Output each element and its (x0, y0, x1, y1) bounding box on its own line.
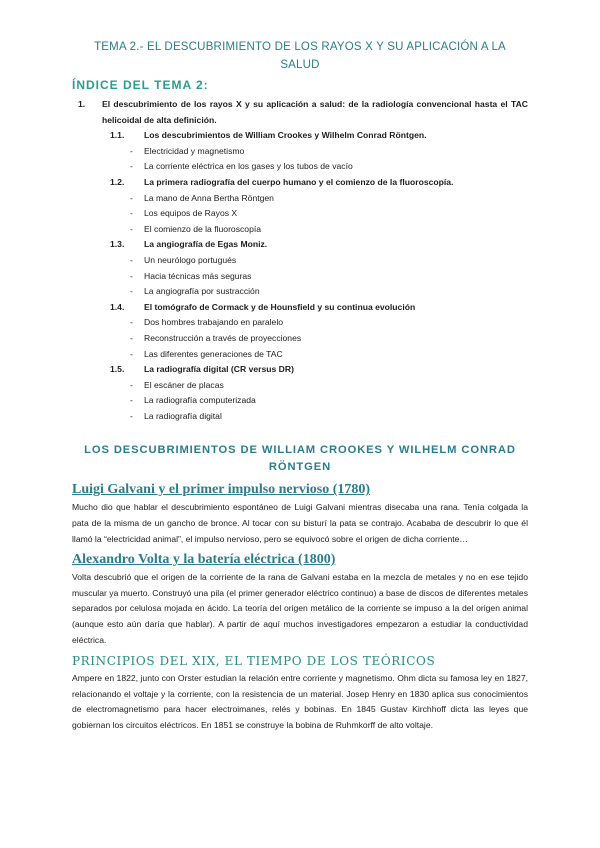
dash-bullet: - (130, 192, 133, 203)
theorists-heading: PRINCIPIOS DEL XIX, EL TIEMPO DE LOS TEÓRICOS (72, 654, 436, 669)
toc-item-text: Dos hombres trabajando en paralelo (144, 317, 284, 328)
toc-item-text: El comienzo de la fluoroscopía (144, 223, 262, 234)
dash-bullet: - (130, 254, 133, 265)
section-heading-line2: RÖNTGEN (268, 461, 332, 474)
toc-section-number: 1.4. (110, 301, 125, 312)
toc-item-text: Hacia técnicas más seguras (144, 270, 252, 281)
toc-item (72, 393, 528, 409)
galvani-heading: Luigi Galvani y el primer impulso nervioso (1780) (72, 482, 371, 498)
toc-item (72, 253, 528, 269)
dash-bullet: - (130, 161, 133, 172)
document-title-line2: SALUD (280, 59, 320, 71)
toc-section (72, 300, 528, 316)
dash-bullet: - (130, 208, 133, 219)
toc-item (72, 331, 528, 347)
toc-item-text: Un neurólogo portugués (144, 254, 237, 265)
dash-bullet: - (130, 348, 133, 359)
theorists-paragraph: Ampere en 1822, junto con Orster estudian la relación entre corriente y magnetismo. Ohm dicta su famosa ley en 1827, relacionando el voltaje y la corriente, con la resistencia de un material. Josep Henry en 1830 aplica sus conocimientos de electromagnetismo para hacer electroimanes, relés y bobinas. En 1845 Gustav Kirchhoff dicta las leyes que gobiernan los circuitos eléctricos. En 1851 se construye la bobina de Ruhmkorff de alto voltaje. (72, 673, 528, 730)
dash-bullet: - (130, 286, 133, 297)
dash-bullet: - (130, 270, 133, 281)
toc-section (72, 175, 528, 191)
volta-heading: Alexandro Volta y la batería eléctrica (1800) (72, 552, 336, 568)
dash-bullet: - (130, 223, 133, 234)
toc-item-text: Electricidad y magnetismo (144, 145, 245, 156)
toc-section-title: La primera radiografía del cuerpo humano y el comienzo de la fluoroscopía. (144, 176, 454, 187)
toc-item-text: La angiografía por sustracción (144, 286, 260, 297)
toc-item-text: El escáner de placas (144, 379, 224, 390)
toc-item-text: La radiografía computerizada (144, 395, 256, 406)
document-title-line1: TEMA 2.- EL DESCUBRIMIENTO DE LOS RAYOS X Y SU APLICACIÓN A LA (94, 41, 506, 53)
dash-bullet: - (130, 145, 133, 156)
toc-item (72, 284, 528, 300)
toc-item-text: Las diferentes generaciones de TAC (144, 348, 283, 359)
toc-section-title: El tomógrafo de Cormack y de Hounsfield y su continua evolución (144, 301, 416, 312)
toc-section-number: 1.2. (110, 176, 125, 187)
toc-item (72, 347, 528, 363)
section-heading (72, 442, 528, 476)
toc-item (72, 378, 528, 394)
toc-section-title: La angiografía de Egas Moniz. (144, 239, 268, 250)
toc-section (72, 128, 528, 144)
toc-item (72, 269, 528, 285)
toc-item (72, 159, 528, 175)
toc-item-text: Reconstrucción a través de proyecciones (144, 332, 302, 343)
index-heading: ÍNDICE DEL TEMA 2: (72, 78, 209, 92)
toc-section (72, 237, 528, 253)
toc-section-title: La radiografía digital (CR versus DR) (144, 364, 294, 375)
toc-section-number: 1.5. (110, 364, 125, 375)
table-of-contents (72, 97, 528, 424)
toc-item-text: Los equipos de Rayos X (144, 208, 238, 219)
dash-bullet: - (130, 332, 133, 343)
dash-bullet: - (130, 379, 133, 390)
toc-item (72, 144, 528, 160)
toc-section-number: 1.1. (110, 130, 125, 141)
toc-item-text: La radiografía digital (144, 410, 222, 421)
toc-main-text: El descubrimiento de los rayos X y su aplicación a salud: de la radiología convencional hasta el TAC helicoidal de alta definición. (102, 99, 528, 125)
dash-bullet: - (130, 317, 133, 328)
toc-item (72, 409, 528, 425)
toc-item-text: La mano de Anna Bertha Röntgen (144, 192, 274, 203)
toc-section-number: 1.3. (110, 239, 125, 250)
section-heading-line1: LOS DESCUBRIMIENTOS DE WILLIAM CROOKES Y WILHELM CONRAD (84, 444, 516, 457)
toc-section (72, 362, 528, 378)
toc-main-number: 1. (78, 99, 86, 109)
document-title (72, 38, 528, 74)
toc-main-entry (72, 97, 528, 128)
toc-item (72, 206, 528, 222)
toc-item-text: La corriente eléctrica en los gases y los tubos de vacío (144, 161, 353, 172)
dash-bullet: - (130, 410, 133, 421)
volta-paragraph: Volta descubrió que el origen de la corriente de la rana de Galvani estaba en la mezcla de metales y no en ese tejido muscular ya muerto. Construyó una pila (el primer generador eléctrico continuo) a base de discos de diferentes metales separados por celulosa mojada en ácido. La teoría del origen metálico de la corriente se impuso a la del origen animal (aunque esto aún daría que hablar). A partir de aquí muchos investigadores empezaron a estudiar la conductividad eléctrica. (72, 572, 528, 645)
toc-section-title: Los descubrimientos de William Crookes y Wilhelm Conrad Röntgen. (144, 130, 427, 141)
dash-bullet: - (130, 395, 133, 406)
galvani-paragraph: Mucho dio que hablar el descubrimiento espontáneo de Luigi Galvani mientras disecaba una rana. Tenía colgada la pata de la misma de un gancho de bronce. Al tocar con su bisturí la pata se contrajo. Acababa de descubrir lo que él llamó la “electricidad animal”, el impulso nervioso, pero se equivocó sobre el origen de dicha corriente… (72, 502, 528, 544)
toc-item (72, 315, 528, 331)
toc-item (72, 191, 528, 207)
toc-item (72, 222, 528, 238)
